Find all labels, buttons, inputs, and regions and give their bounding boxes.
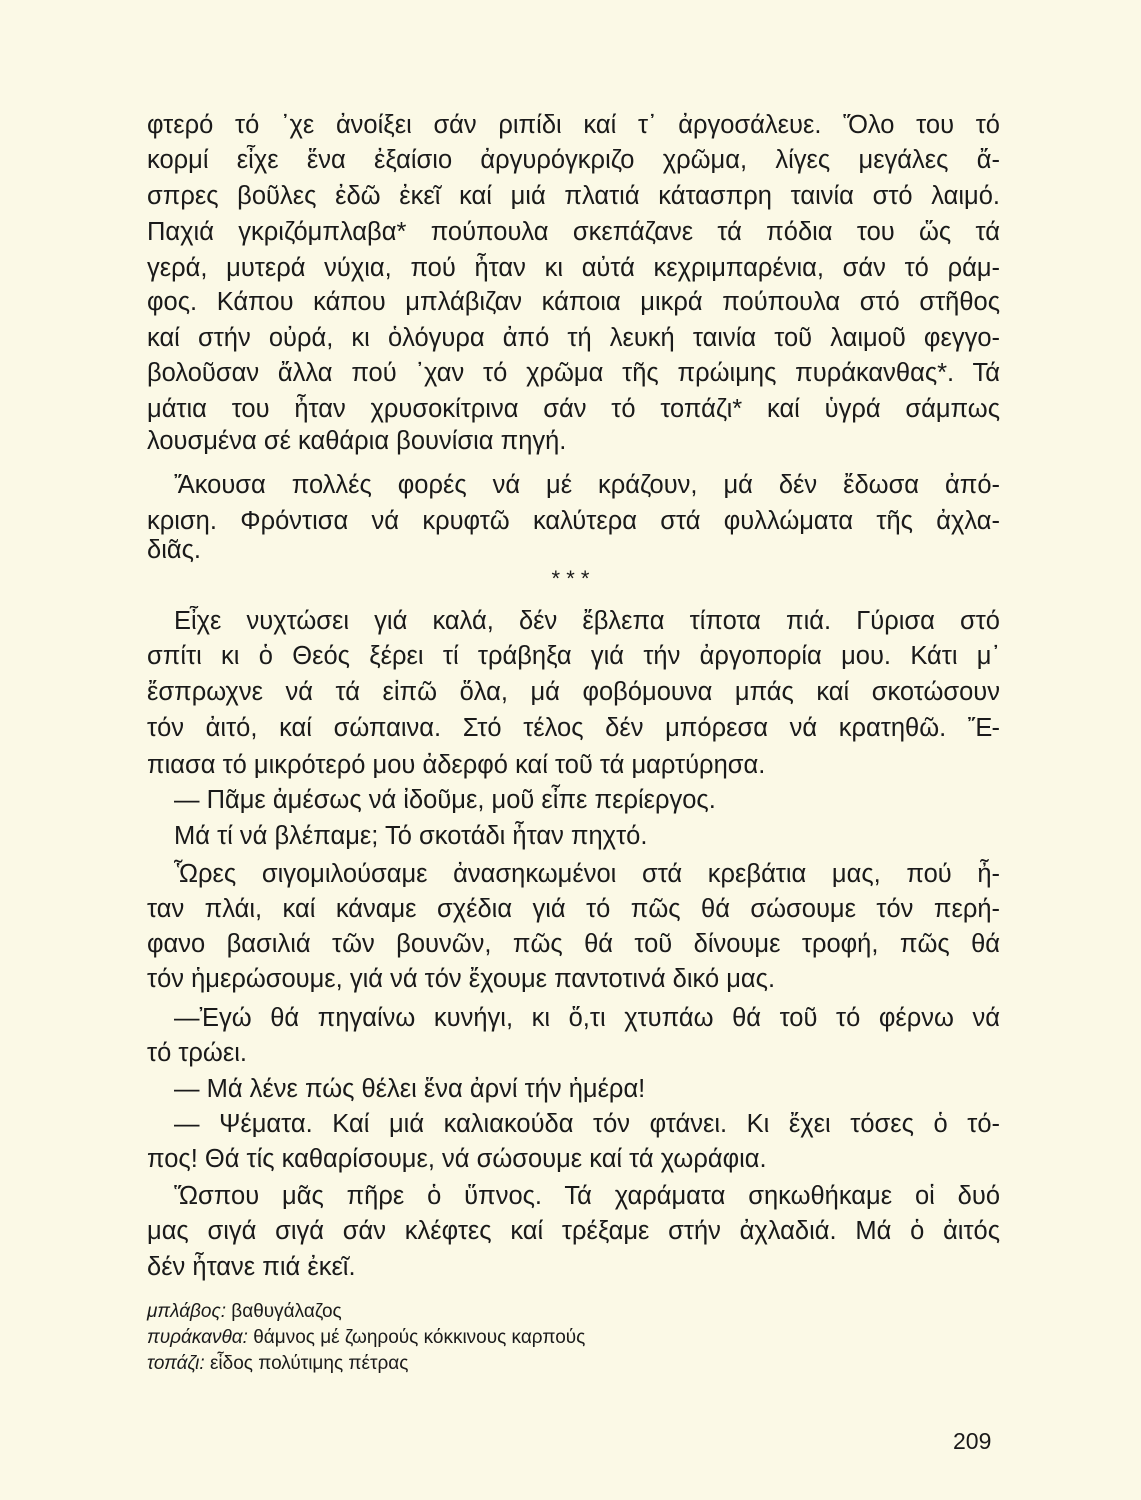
text-line: Παχιά γκριζόμπλαβα* πούπουλα σκεπάζανε τά πόδια του ὥς τά <box>147 218 1000 246</box>
text-line: πιασα τό μικρότερό μου ἀδερφό καί τοῦ τά μαρτύρησα. <box>147 751 766 779</box>
footnote-term: μπλάβος: <box>147 1301 226 1322</box>
text-line: κορμί εἶχε ἕνα ἐξαίσιο ἀργυρόγκριζο χρῶμα, λίγες μεγάλες ἄ- <box>147 146 1000 174</box>
text-line: πος! Θά τίς καθαρίσουμε, νά σώσουμε καί τά χωράφια. <box>147 1145 767 1173</box>
footnote <box>147 1352 408 1376</box>
text-line: —Ἐγώ θά πηγαίνω κυνήγι, κι ὅ,τι χτυπάω θά τοῦ τό φέρνω νά <box>174 1004 1000 1032</box>
text-line: τόν ἡμερώσουμε, γιά νά τόν ἔχουμε παντοτινά δικό μας. <box>147 965 776 993</box>
text-line: καί στήν οὐρά, κι ὁλόγυρα ἀπό τή λευκή ταινία τοῦ λαιμοῦ φεγγο- <box>147 324 1000 352</box>
text-line: Ἄκουσα πολλές φορές νά μέ κράζουν, μά δέν ἔδωσα ἀπό- <box>174 471 1000 499</box>
footnote <box>147 1326 585 1350</box>
text-line: γερά, μυτερά νύχια, πού ἦταν κι αὐτά κεχριμπαρένια, σάν τό ράμ- <box>147 254 1000 282</box>
footnote-definition: βαθυγάλαζος <box>231 1301 342 1322</box>
text-line: ἔσπρωχνε νά τά εἰπῶ ὅλα, μά φοβόμουνα μπάς καί σκοτώσουν <box>147 678 1000 706</box>
text-line: φανο βασιλιά τῶν βουνῶν, πῶς θά τοῦ δίνουμε τροφή, πῶς θά <box>147 930 1000 958</box>
footnote-term: πυράκανθα: <box>147 1327 248 1348</box>
text-line: — Πᾶμε ἀμέσως νά ἰδοῦμε, μοῦ εἶπε περίεργος. <box>174 786 716 814</box>
text-line: τό τρώει. <box>147 1039 247 1067</box>
section-break: * * * <box>551 566 590 591</box>
text-line: τόν ἀιτό, καί σώπαινα. Στό τέλος δέν μπόρεσα νά κρατηθῶ. Ἔ- <box>147 714 1000 742</box>
text-line: μάτια του ἦταν χρυσοκίτρινα σάν τό τοπάζι* καί ὑγρά σάμπως <box>147 395 1000 423</box>
text-line: βολοῦσαν ἄλλα πού ᾽χαν τό χρῶμα τῆς πρώιμης πυράκανθας*. Τά <box>147 359 1000 387</box>
text-line: — Μά λένε πώς θέλει ἕνα ἀρνί τήν ἡμέρα! <box>174 1075 646 1103</box>
text-line: σπίτι κι ὁ Θεός ξέρει τί τράβηξα γιά τήν ἀργοπορία μου. Κάτι μ᾽ <box>147 642 1000 670</box>
text-line: — Ψέματα. Καί μιά καλιακούδα τόν φτάνει. Κι ἔχει τόσες ὁ τό- <box>174 1110 1000 1138</box>
footnote <box>147 1300 342 1324</box>
footnote-definition: θάμνος μέ ζωηρούς κόκκινους καρπούς <box>253 1327 586 1348</box>
text-line: φος. Κάπου κάπου μπλάβιζαν κάποια μικρά πούπουλα στό στῆθος <box>147 288 1000 316</box>
page-number: 209 <box>953 1428 992 1454</box>
text-line: μας σιγά σιγά σάν κλέφτες καί τρέξαμε στήν ἀχλαδιά. Μά ὁ ἀιτός <box>147 1217 1000 1245</box>
text-line: σπρες βοῦλες ἐδῶ ἐκεῖ καί μιά πλατιά κάτασπρη ταινία στό λαιμό. <box>147 182 1000 210</box>
text-line: φτερό τό ᾽χε ἀνοίξει σάν ριπίδι καί τ᾽ ἀργοσάλευε. Ὅλο του τό <box>147 111 1000 139</box>
text-line: ταν πλάι, καί κάναμε σχέδια γιά τό πῶς θά σώσουμε τόν περή- <box>147 895 1000 923</box>
text-line: λουσμένα σέ καθάρια βουνίσια πηγή. <box>147 427 567 455</box>
text-line: Ὥσπου μᾶς πῆρε ὁ ὕπνος. Τά χαράματα σηκωθήκαμε οἱ δυό <box>174 1182 1000 1210</box>
text-line: δέν ἦτανε πιά ἐκεῖ. <box>147 1253 356 1281</box>
text-line: Εἶχε νυχτώσει γιά καλά, δέν ἔβλεπα τίποτα πιά. Γύρισα στό <box>174 607 1000 635</box>
text-line: κριση. Φρόντισα νά κρυφτῶ καλύτερα στά φυλλώματα τῆς ἀχλα- <box>147 507 1000 535</box>
text-line: Μά τί νά βλέπαμε; Τό σκοτάδι ἦταν πηχτό. <box>174 822 648 850</box>
text-line: Ὧρες σιγομιλούσαμε ἀνασηκωμένοι στά κρεβάτια μας, πού ἦ- <box>174 860 1000 888</box>
text-line: διᾶς. <box>147 536 201 564</box>
footnote-definition: εἶδος πολύτιμης πέτρας <box>209 1353 409 1374</box>
footnote-term: τοπάζι: <box>147 1353 205 1374</box>
